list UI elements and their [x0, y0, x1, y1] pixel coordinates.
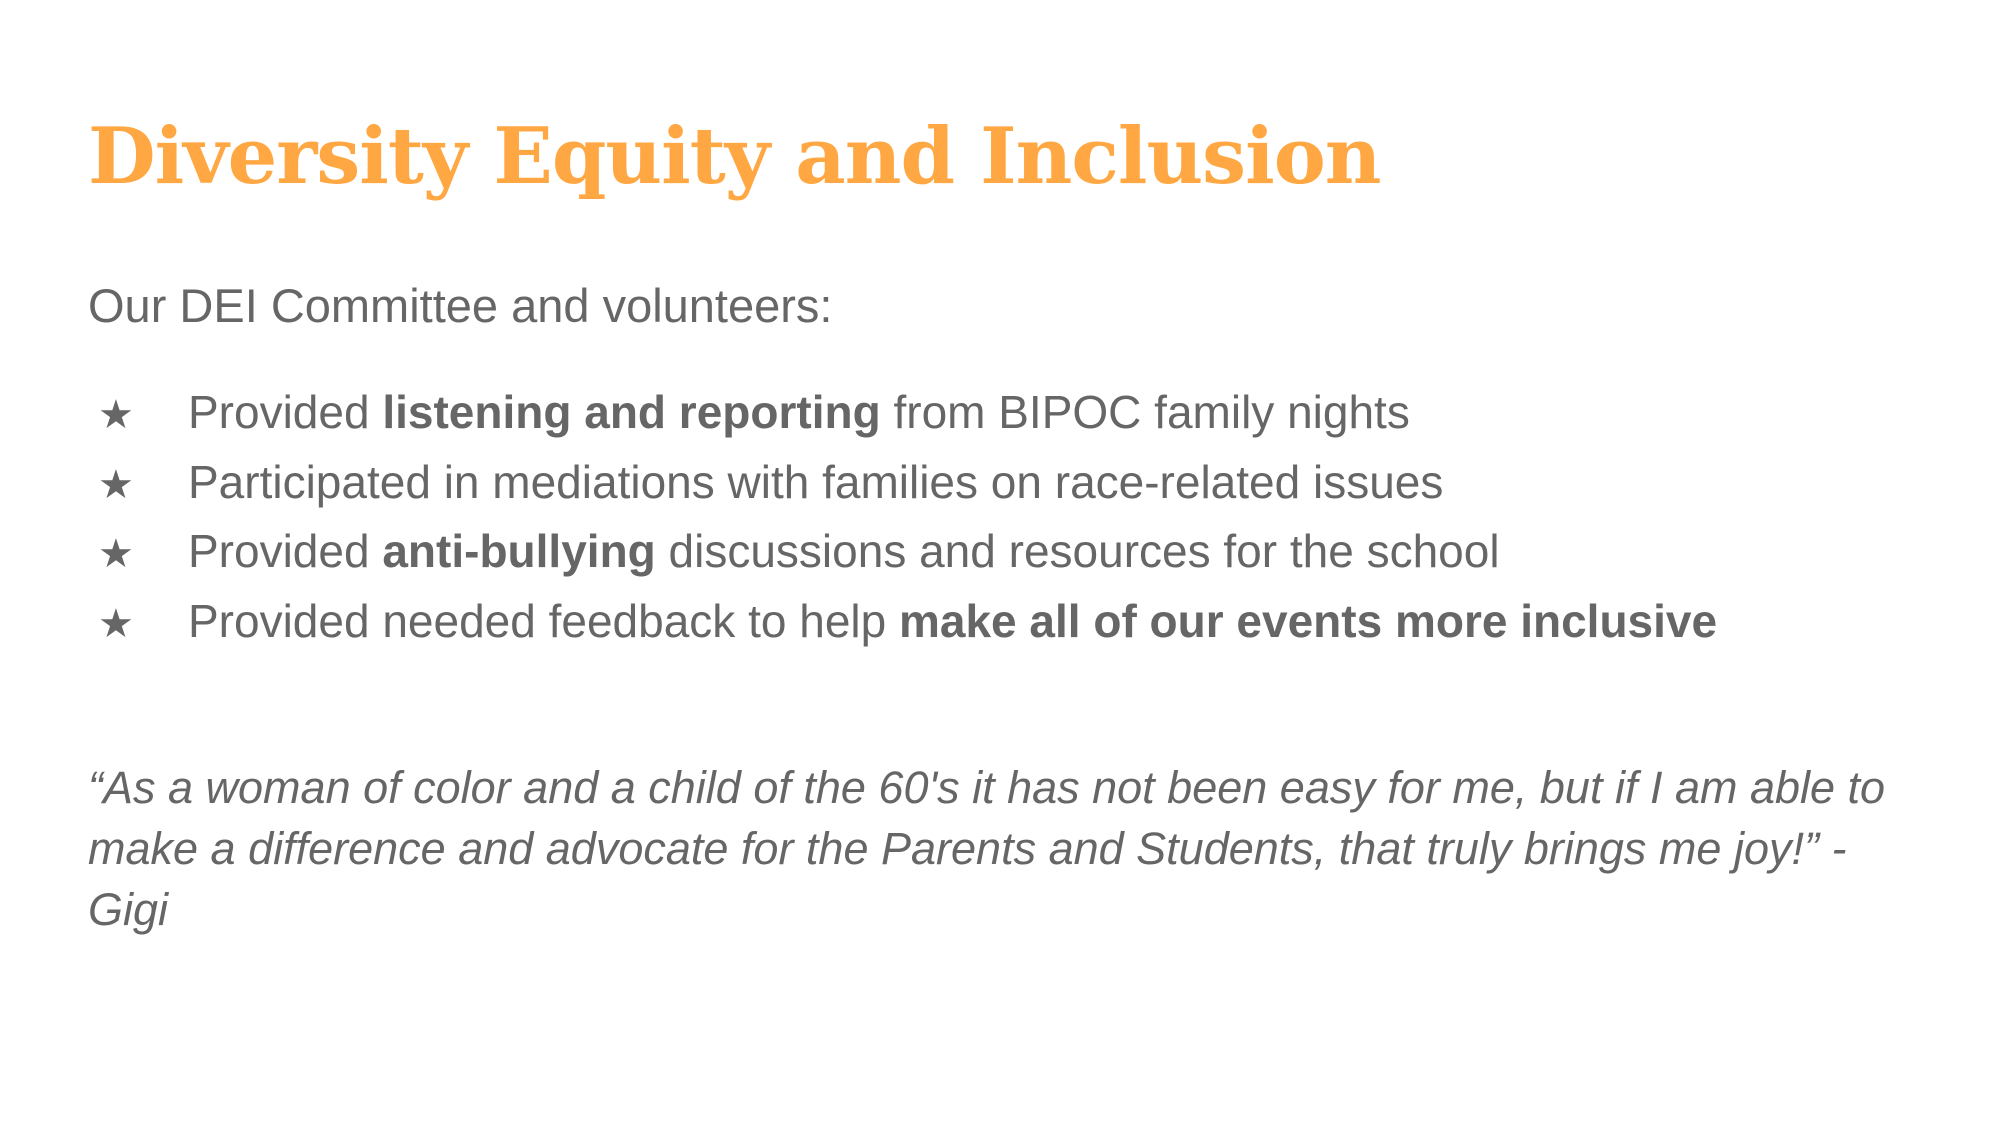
star-icon: ★ [98, 600, 134, 647]
bullet-emphasis: listening and reporting [382, 386, 881, 438]
bullet-text: Provided listening and reporting from BIPOC family nights [188, 386, 1410, 438]
star-icon: ★ [98, 531, 134, 577]
bullet-item [88, 517, 1717, 587]
bullet-list [88, 378, 1717, 656]
bullet-text: Participated in mediations with families on race-related issues [188, 455, 1444, 508]
bullet-text: Provided needed feedback to help make all of our events more inclusive [188, 594, 1718, 647]
testimonial-quote: “As a woman of color and a child of the 60's it has not been easy for me, but if I am able to make a difference and advocate for the Parents and Students, that truly brings me joy!” -Gigi [88, 762, 1886, 935]
bullet-item [88, 448, 1717, 518]
intro-text: Our DEI Committee and volunteers: [88, 279, 833, 332]
bullet-text: Provided anti-bullying discussions and resources for the school [188, 525, 1500, 577]
bullet-item [88, 587, 1717, 657]
slide-title: Diversity Equity and Inclusion [88, 111, 1381, 202]
bullet-item [88, 378, 1717, 448]
bullet-emphasis: anti-bullying [382, 525, 656, 577]
star-icon: ★ [98, 392, 134, 438]
star-icon: ★ [98, 461, 134, 508]
bullet-emphasis: make all of our events more inclusive [898, 594, 1718, 647]
